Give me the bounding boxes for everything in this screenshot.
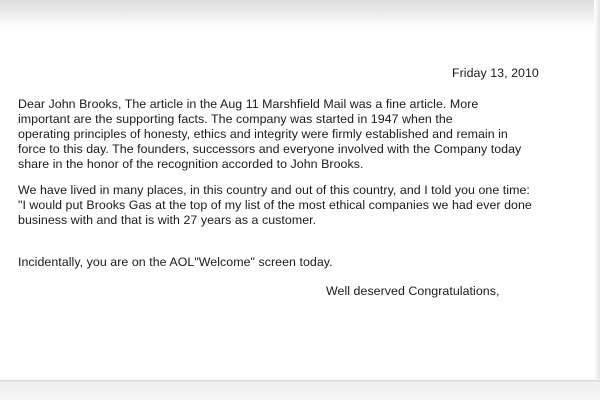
- text-line: Dear John Brooks, The article in the Aug 11 Marshfield Mail was a fine article. More: [18, 97, 479, 111]
- text-line: Incidentally, you are on the AOL"Welcome" screen today.: [18, 255, 333, 269]
- text-line: share in the honor of the recognition accorded to John Brooks.: [18, 157, 364, 171]
- text-line: operating principles of honesty, ethics and integrity were firmly established and remain in: [18, 127, 508, 141]
- scan-right-shadow: [594, 0, 600, 400]
- paragraph-2: [18, 183, 532, 228]
- closing-line: Well deserved Congratulations,: [326, 284, 500, 298]
- paragraph-1: [18, 97, 521, 172]
- scan-bottom-background: [0, 383, 600, 400]
- text-line: "I would put Brooks Gas at the top of my list of the most ethical companies we had ever done: [18, 198, 532, 212]
- paragraph-3: [18, 255, 333, 270]
- text-line: important are the supporting facts. The company was started in 1947 when the: [18, 112, 453, 126]
- letter-date: Friday 13, 2010: [452, 66, 539, 80]
- text-line: business with and that is with 27 years as a customer.: [18, 213, 317, 227]
- text-line: We have lived in many places, in this country and out of this country, and I told you one time:: [18, 183, 530, 197]
- text-line: force to this day. The founders, successors and everyone involved with the Company today: [18, 142, 522, 156]
- scan-top-shadow: [0, 0, 600, 28]
